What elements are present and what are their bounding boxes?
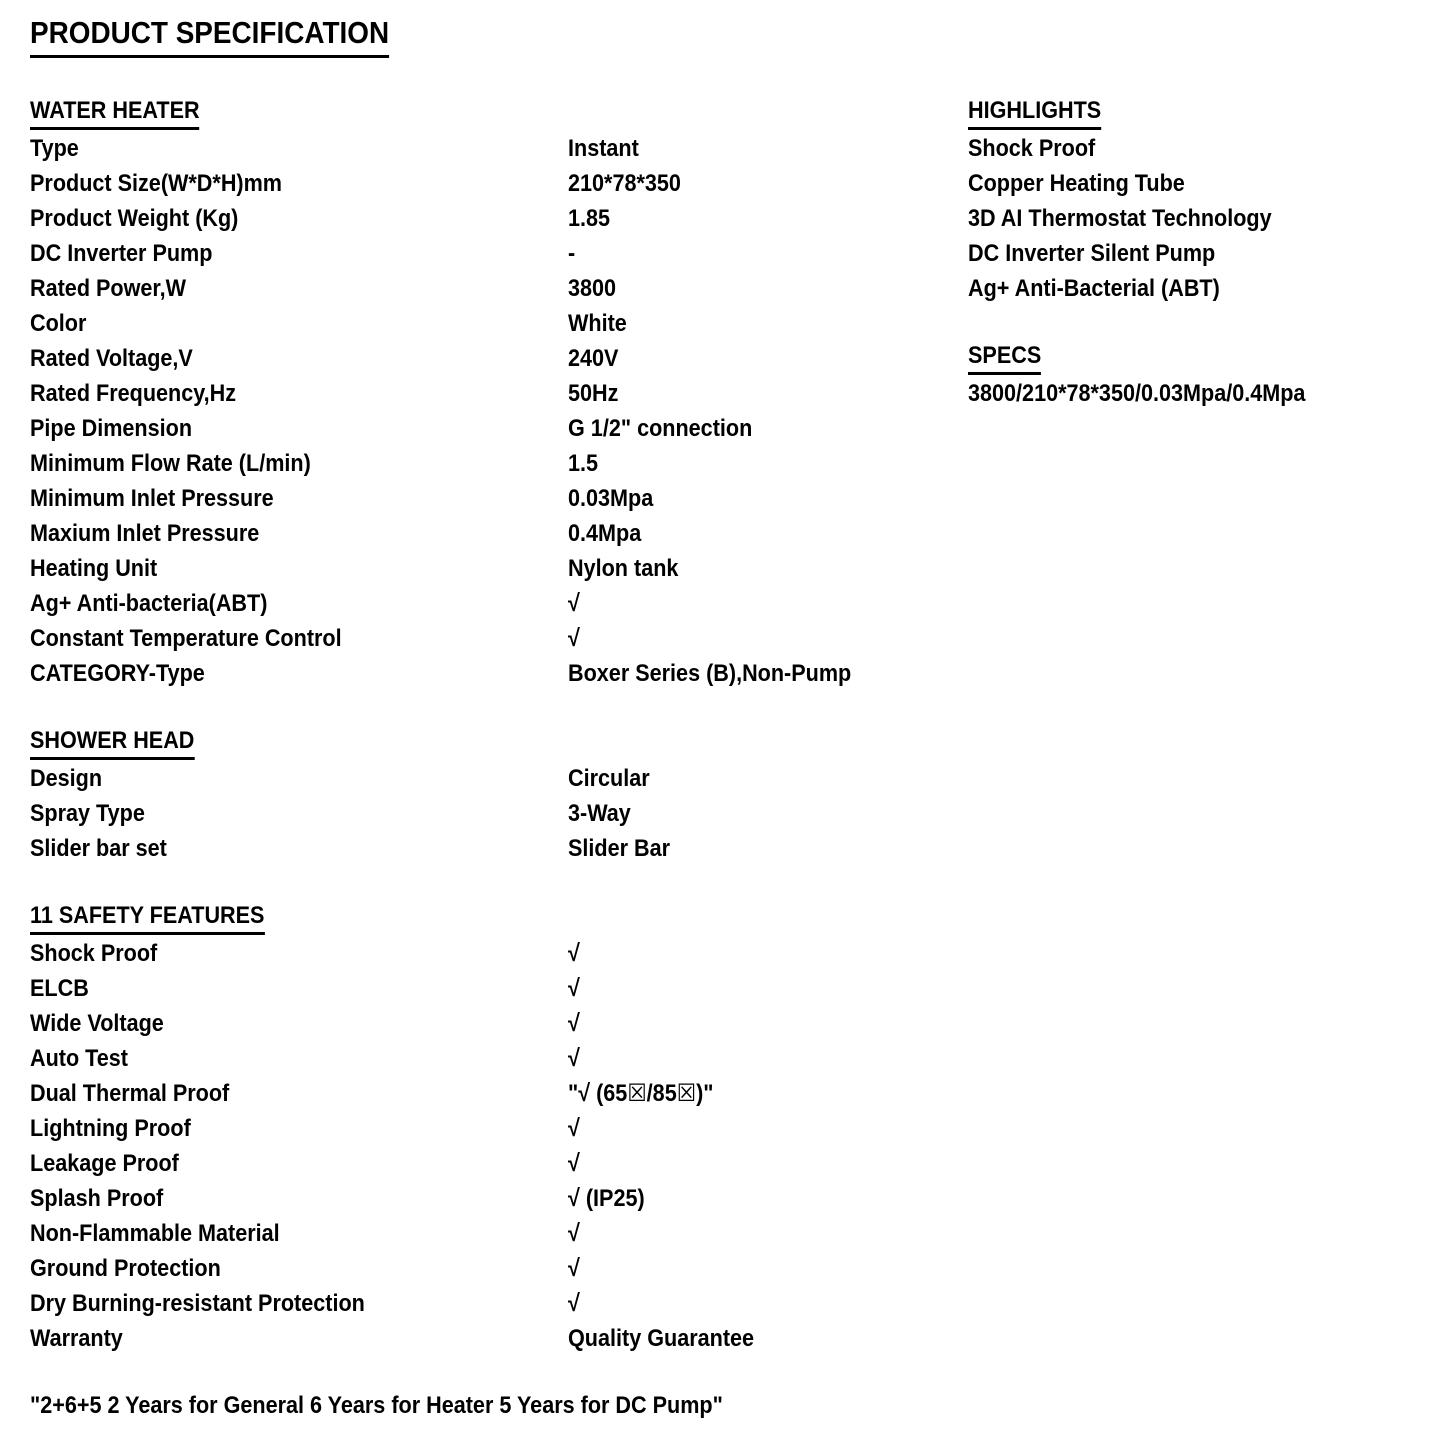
spec-label: Minimum Inlet Pressure [30, 484, 274, 512]
spec-row [30, 621, 960, 656]
side-item-text: 3D AI Thermostat Technology [968, 204, 1272, 232]
section-heading [30, 96, 960, 131]
spec-label: Rated Voltage,V [30, 344, 193, 372]
spec-value: G 1/2" connection [568, 414, 753, 442]
spec-row [30, 586, 960, 621]
spec-label: Leakage Proof [30, 1149, 179, 1177]
spec-label: Wide Voltage [30, 1009, 164, 1037]
spec-value: √ [568, 1219, 580, 1247]
spec-label: Spray Type [30, 799, 145, 827]
spec-row [30, 796, 960, 831]
spec-label: Ground Protection [30, 1254, 221, 1282]
spec-value: "√ (65☒/85☒)" [568, 1080, 714, 1107]
spec-label: DC Inverter Pump [30, 239, 213, 267]
spec-value: 240V [568, 344, 619, 372]
spec-label: Heating Unit [30, 554, 158, 582]
spec-label: Rated Power,W [30, 274, 187, 302]
warranty-footnote-text: "2+6+5 2 Years for General 6 Years for Heater 5 Years for DC Pump" [30, 1391, 723, 1419]
warranty-footnote [30, 1388, 800, 1423]
spec-value: Nylon tank [568, 554, 679, 582]
spec-label: Splash Proof [30, 1184, 164, 1212]
spec-value: 50Hz [568, 379, 619, 407]
section-gap [30, 691, 960, 726]
spec-row [30, 516, 960, 551]
side-item-text: DC Inverter Silent Pump [968, 239, 1216, 267]
side-item [968, 236, 1430, 271]
spec-row [30, 971, 960, 1006]
spec-value: 1.5 [568, 449, 599, 477]
spec-label: Color [30, 309, 87, 337]
spec-value: √ [568, 589, 580, 617]
spec-table [30, 96, 960, 1356]
spec-label: Dual Thermal Proof [30, 1079, 230, 1107]
spec-value: √ [568, 939, 580, 967]
section-heading-text: HIGHLIGHTS [968, 97, 1101, 130]
spec-value: 0.4Mpa [568, 519, 642, 547]
spec-value: √ (IP25) [568, 1184, 645, 1212]
page-title [30, 12, 429, 60]
spec-value: Quality Guarantee [568, 1324, 755, 1352]
spec-row [30, 131, 960, 166]
spec-label: Rated Frequency,Hz [30, 379, 237, 407]
spec-label: Auto Test [30, 1044, 129, 1072]
section-gap [30, 866, 960, 901]
spec-label: Design [30, 764, 103, 792]
spec-label: ELCB [30, 974, 89, 1002]
section-heading [30, 726, 960, 761]
spec-value: √ [568, 974, 580, 1002]
section-gap [968, 306, 1430, 341]
section-heading-text: 11 SAFETY FEATURES [30, 902, 264, 935]
spec-value: √ [568, 1114, 580, 1142]
section-heading-text: WATER HEATER [30, 97, 200, 130]
spec-value: √ [568, 1289, 580, 1317]
spec-value: Boxer Series (B),Non-Pump [568, 659, 852, 687]
spec-row [30, 306, 960, 341]
spec-value: 3800 [568, 274, 617, 302]
spec-row [30, 936, 960, 971]
spec-row [30, 201, 960, 236]
spec-value: 0.03Mpa [568, 484, 654, 512]
spec-value: Circular [568, 764, 650, 792]
spec-row [30, 271, 960, 306]
spec-label: Ag+ Anti-bacteria(ABT) [30, 589, 268, 617]
spec-row [30, 1006, 960, 1041]
side-item [968, 131, 1430, 166]
side-item [968, 201, 1430, 236]
spec-value: Slider Bar [568, 834, 671, 862]
spec-row [30, 411, 960, 446]
spec-row [30, 1251, 960, 1286]
spec-label: Constant Temperature Control [30, 624, 342, 652]
spec-row [30, 1146, 960, 1181]
spec-value: √ [568, 624, 580, 652]
spec-row [30, 166, 960, 201]
spec-value: 1.85 [568, 204, 611, 232]
spec-row [30, 236, 960, 271]
spec-value: Instant [568, 134, 639, 162]
spec-value: √ [568, 1149, 580, 1177]
section-heading [968, 341, 1430, 376]
spec-row [30, 656, 960, 691]
spec-value: 3-Way [568, 799, 631, 827]
side-item-text: 3800/210*78*350/0.03Mpa/0.4Mpa [968, 379, 1306, 407]
spec-row [30, 761, 960, 796]
spec-row [30, 1286, 960, 1321]
side-item [968, 271, 1430, 306]
spec-value: - [568, 239, 576, 267]
spec-row [30, 1041, 960, 1076]
spec-label: Slider bar set [30, 834, 167, 862]
spec-label: Shock Proof [30, 939, 158, 967]
spec-label: Pipe Dimension [30, 414, 193, 442]
section-heading [30, 901, 960, 936]
spec-label: CATEGORY-Type [30, 659, 205, 687]
spec-row [30, 1111, 960, 1146]
section-heading-text: SPECS [968, 342, 1041, 375]
spec-row [30, 551, 960, 586]
page-title-text: PRODUCT SPECIFICATION [30, 15, 389, 58]
spec-row [30, 1216, 960, 1251]
side-item-text: Ag+ Anti-Bacterial (ABT) [968, 274, 1220, 302]
side-item-text: Copper Heating Tube [968, 169, 1185, 197]
spec-label: Type [30, 134, 79, 162]
spec-row [30, 341, 960, 376]
spec-row [30, 1076, 960, 1111]
spec-label: Product Weight (Kg) [30, 204, 239, 232]
spec-label: Maxium Inlet Pressure [30, 519, 260, 547]
spec-label: Minimum Flow Rate (L/min) [30, 449, 311, 477]
side-item-text: Shock Proof [968, 134, 1096, 162]
spec-row [30, 831, 960, 866]
spec-label: Non-Flammable Material [30, 1219, 280, 1247]
spec-value: √ [568, 1009, 580, 1037]
spec-row [30, 446, 960, 481]
spec-row [30, 1181, 960, 1216]
spec-row [30, 481, 960, 516]
spec-label: Product Size(W*D*H)mm [30, 169, 283, 197]
section-heading-text: SHOWER HEAD [30, 727, 194, 760]
spec-value: √ [568, 1044, 580, 1072]
spec-label: Lightning Proof [30, 1114, 191, 1142]
spec-value: 210*78*350 [568, 169, 681, 197]
spec-label: Warranty [30, 1324, 123, 1352]
spec-row [30, 1321, 960, 1356]
side-item [968, 166, 1430, 201]
section-heading [968, 96, 1430, 131]
spec-label: Dry Burning-resistant Protection [30, 1289, 365, 1317]
spec-row [30, 376, 960, 411]
side-column [968, 96, 1430, 411]
spec-value: White [568, 309, 627, 337]
side-item [968, 376, 1430, 411]
spec-value: √ [568, 1254, 580, 1282]
